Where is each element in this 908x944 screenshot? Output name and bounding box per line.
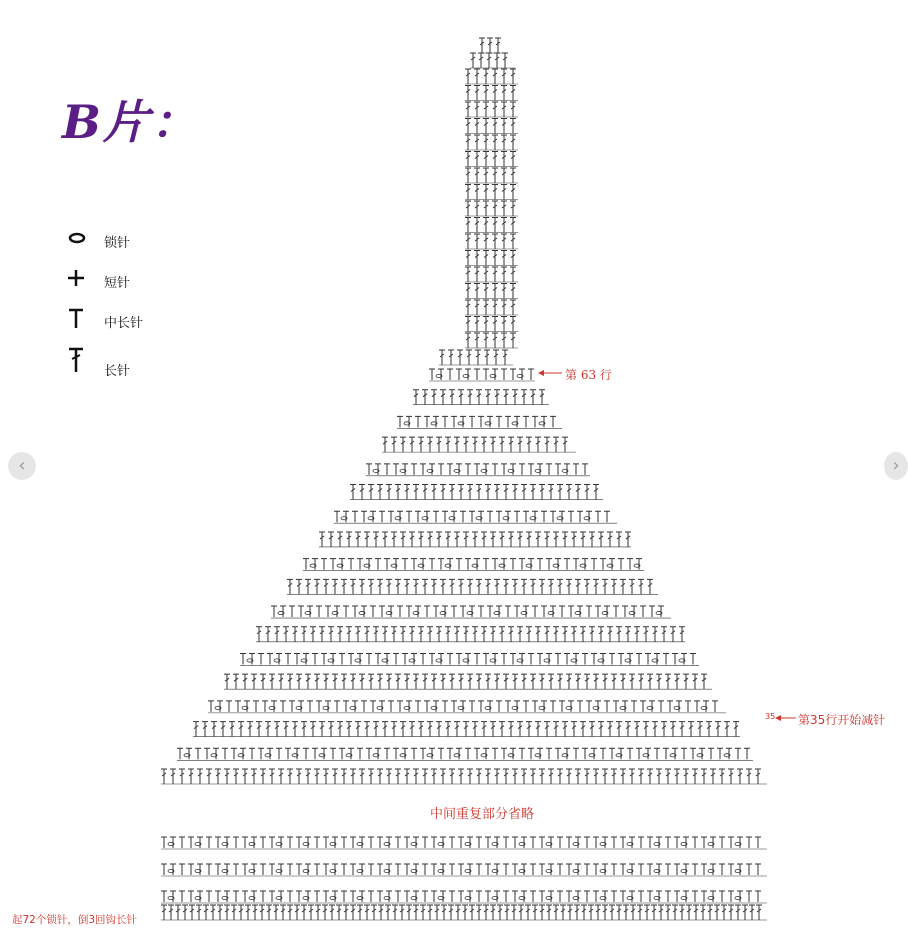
stitch-rows <box>161 38 767 920</box>
stitch-row <box>366 464 590 476</box>
stitch-row <box>465 267 518 282</box>
omitted-section-label: 中间重复部分省略 <box>430 807 535 822</box>
stitch-row <box>319 532 631 547</box>
stitch-row <box>465 251 518 266</box>
stitch-row <box>465 333 518 348</box>
stitch-row <box>382 437 576 452</box>
stitch-row <box>439 350 513 365</box>
legend-label: 中长针 <box>104 316 144 331</box>
stitch-row <box>465 201 518 216</box>
stitch-row <box>271 606 671 618</box>
stitch-row <box>397 416 562 428</box>
stitch-row <box>465 234 518 249</box>
stitch-row <box>465 119 518 134</box>
stitch-row <box>413 390 549 405</box>
stitch-row <box>287 579 658 594</box>
stitch-row <box>465 185 518 200</box>
stitch-row <box>465 135 518 150</box>
stitch-row <box>240 653 699 665</box>
stitch-row <box>161 864 767 876</box>
stitch-row <box>465 152 518 167</box>
row-63-label: 第 63 行 <box>565 368 612 382</box>
chevron-right-icon[interactable]: › <box>884 452 908 480</box>
stitch-row <box>429 369 535 381</box>
stitch-row <box>303 559 644 571</box>
legend-label: 短针 <box>104 276 131 291</box>
stitch-row <box>334 511 617 523</box>
legend-label: 长针 <box>104 364 131 379</box>
stitch-row <box>465 102 518 117</box>
row-35-label: 第35行开始减针 <box>798 713 886 727</box>
stitch-row <box>465 69 518 84</box>
row-35-arrow <box>775 715 796 721</box>
stitch-row <box>465 86 518 101</box>
stitch-row <box>465 317 518 332</box>
stitch-row <box>161 891 767 903</box>
page-title: B片： <box>62 95 199 149</box>
row-35-number: 35 <box>765 712 776 721</box>
row-63-arrow <box>538 370 562 376</box>
stitch-row <box>465 300 518 315</box>
stitch-row <box>465 168 518 183</box>
stitch-row <box>470 53 515 68</box>
stitch-row <box>256 627 685 642</box>
foundation-note: 起72个锁针，倒3回钩长针 <box>12 914 138 926</box>
chevron-left-icon[interactable]: ‹ <box>8 452 36 480</box>
stitch-row <box>177 748 753 760</box>
stitch-row <box>161 769 767 784</box>
stitch-row <box>465 218 518 233</box>
stitch-row <box>350 485 603 500</box>
stitch-row <box>465 284 518 299</box>
stitch-row <box>224 674 712 689</box>
stitch-row <box>208 701 726 713</box>
stitch-row <box>161 837 767 849</box>
legend-label: 锁针 <box>104 236 131 251</box>
stitch-row <box>479 38 508 53</box>
stitch-row <box>193 722 740 737</box>
stitch-row <box>161 905 767 920</box>
